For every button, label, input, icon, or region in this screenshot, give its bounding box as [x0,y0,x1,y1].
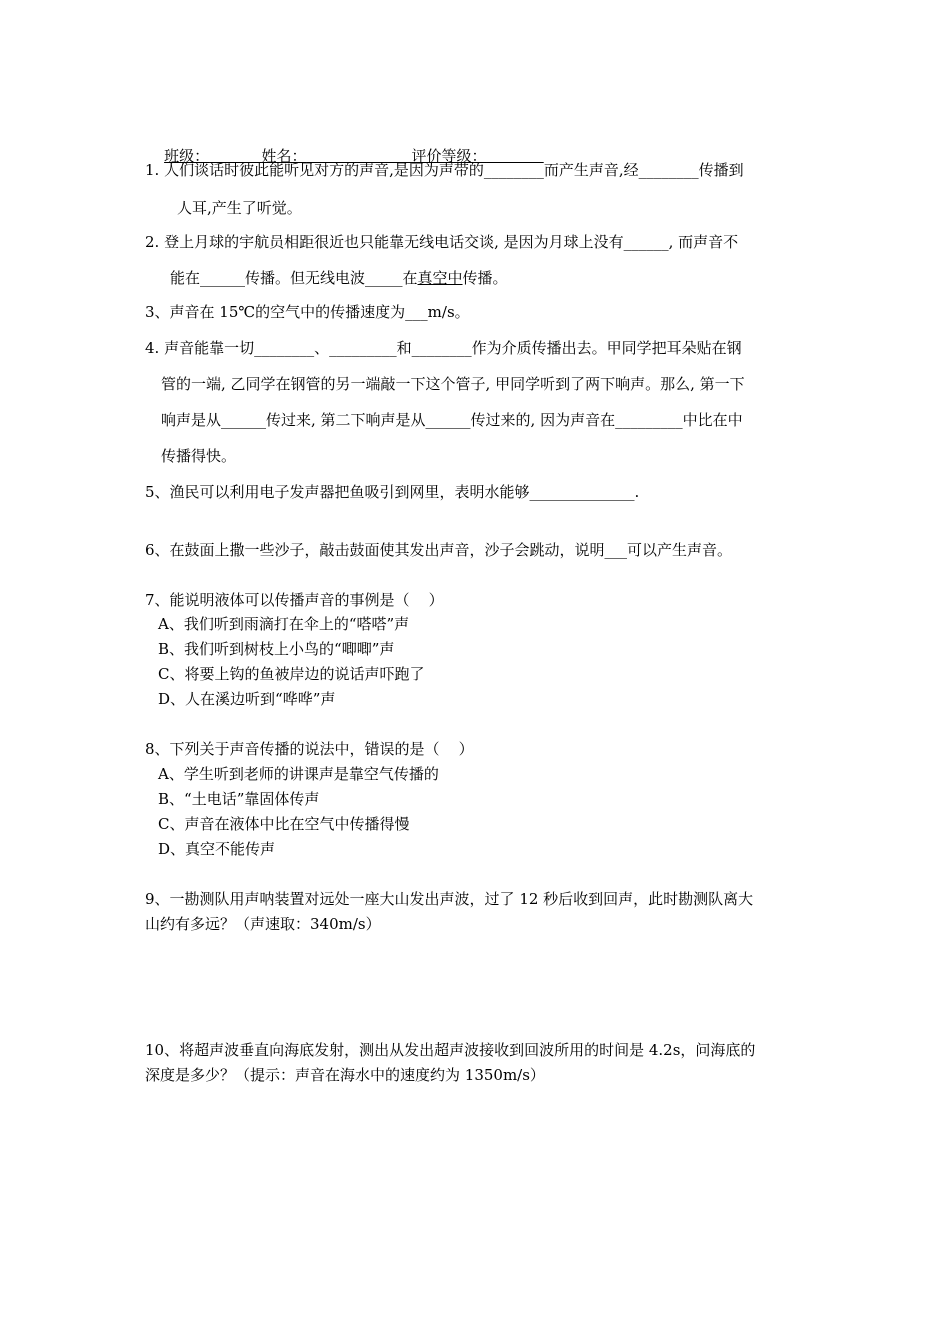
q10-line1: 10、将超声波垂直向海底发射，测出从发出超声波接收到回波所用的时间是 4.2s，问海底的 [145,1041,756,1059]
q2-line2-b: 传播。 [462,269,508,287]
q8-option-d: D、真空不能传声 [158,840,276,858]
q4-line4: 传播得快。 [161,447,237,465]
q8-option-a: A、学生听到老师的讲课声是靠空气传播的 [158,765,439,783]
q2-line1: 2. 登上月球的宇航员相距很近也只能靠无线电话交谈, 是因为月球上没有______, 而声音不 [145,233,739,251]
q4-line3: 响声是从______传过来, 第二下响声是从______传过来的, 因为声音在_________中比在中 [161,411,743,429]
q7-option-c: C、将要上钩的鱼被岸边的说话声吓跑了 [158,665,425,683]
class-label: 班级： [164,147,210,165]
q3-line1: 3、声音在 15℃的空气中的传播速度为___m/s。 [145,303,470,321]
q1-line1: 1. 人们谈话时彼此能听见对方的声音,是因为声带的________而产生声音,经________传播到 [145,161,744,179]
q9-line1: 9、一勘测队用声呐装置对远处一座大山发出声波，过了 12 秒后收到回声，此时勘测队离大 [145,890,754,908]
q1-line2: 人耳,产生了听觉。 [177,199,302,217]
q8-option-c: C、声音在液体中比在空气中传播得慢 [158,815,410,833]
q2-line2 [170,268,508,288]
q5-line1: 5、渔民可以利用电子发声器把鱼吸引到网里，表明水能够______________. [145,483,640,501]
q7-option-d: D、人在溪边听到“哗哗”声 [158,690,336,708]
q4-line1: 4. 声音能靠一切________、_________和________作为介质传播出去。甲同学把耳朵贴在钢 [145,339,742,357]
q8-option-b: B、“土电话”靠固体传声 [158,790,320,808]
grade-label: 评价等级： [411,147,487,165]
name-label: 姓名： [261,147,307,165]
q6-line1: 6、在鼓面上撒一些沙子，敲击鼓面使其发出声音，沙子会跳动，说明___可以产生声音。 [145,541,733,559]
q10-line2: 深度是多少？（提示：声音在海水中的速度约为 1350m/s） [145,1066,545,1084]
q7-option-a: A、我们听到雨滴打在伞上的“嗒嗒”声 [158,615,410,633]
q2-line2-underlined: 真空中 [417,269,463,287]
q9-line2: 山约有多远？（声速取：340m/s） [145,915,381,933]
q7-stem: 7、能说明液体可以传播声音的事例是（ ） [145,591,444,609]
q2-line2-a: 能在______传播。但无线电波_____在 [170,269,418,287]
q8-stem: 8、下列关于声音传播的说法中，错误的是（ ） [145,740,474,758]
q7-option-b: B、我们听到树枝上小鸟的“唧唧”声 [158,640,395,658]
q4-line2: 管的一端, 乙同学在钢管的另一端敲一下这个管子, 甲同学听到了两下响声。那么, 第一下 [161,375,745,393]
